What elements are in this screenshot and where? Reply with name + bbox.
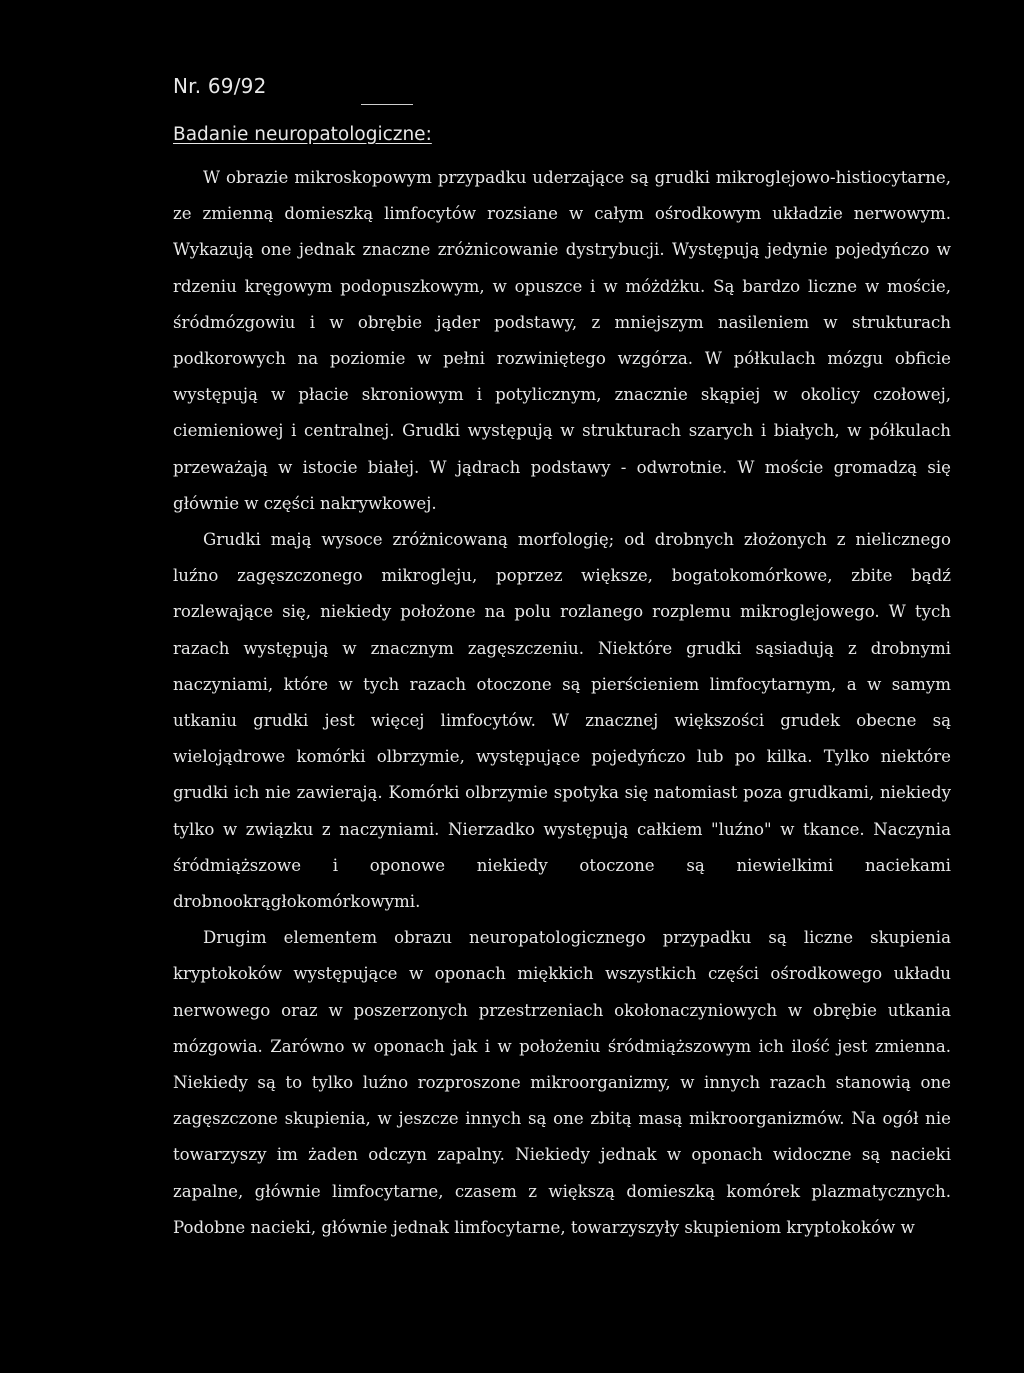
- document-body: [173, 160, 951, 1246]
- header-divider: [361, 104, 413, 105]
- paragraph: Grudki mają wysoce zróżnicowaną morfologię; od drobnych złożonych z nielicznego luźno zagęszczonego mikrogleju, poprzez większe, bogatokomórkowe, zbite bądź rozlewające się, niekiedy położone na polu rozlanego rozplemu mikroglejowego. W tych razach występują w znacznym zagęszczeniu. Niektóre grudki sąsiadują z drobnymi naczyniami, które w tych razach otoczone są pierścieniem limfocytarnym, a w samym utkaniu grudki jest więcej limfocytów. W znacznej większości grudek obecne są wielojądrowe komórki olbrzymie, występujące pojedyńczo lub po kilka. Tylko niektóre grudki ich nie zawierają. Komórki olbrzymie spotyka się natomiast poza grudkami, niekiedy tylko w związku z naczyniami. Nierzadko występują całkiem "luźno" w tkance. Naczynia śródmiąższowe i oponowe niekiedy otoczone są niewielkimi naciekami drobnookrągłokomórkowymi.: [173, 530, 951, 912]
- issue-number: Nr. 69/92: [173, 74, 267, 98]
- section-heading: Badanie neuropatologiczne:: [173, 124, 432, 145]
- paragraph: Drugim elementem obrazu neuropatologicznego przypadku są liczne skupienia kryptokoków występujące w oponach miękkich wszystkich części ośrodkowego układu nerwowego oraz w poszerzonych przestrzeniach okołonaczyniowych w obrębie utkania mózgowia. Zarówno w oponach jak i w położeniu śródmiąższowym ich ilość jest zmienna. Niekiedy są to tylko luźno rozproszone mikroorganizmy, w innych razach stanowią one zagęszczone skupienia, w jeszcze innych są one zbitą masą mikroorganizmów. Na ogół nie towarzyszy im żaden odczyn zapalny. Niekiedy jednak w oponach widoczne są nacieki zapalne, głównie limfocytarne, czasem z większą domieszką komórek plazmatycznych. Podobne nacieki, głównie jednak limfocytarne, towarzyszyły skupieniom kryptokoków w: [173, 928, 951, 1237]
- paragraph: W obrazie mikroskopowym przypadku uderzające są grudki mikroglejowo-histiocytarne, ze zmienną domieszką limfocytów rozsiane w całym ośrodkowym układzie nerwowym. Wykazują one jednak znaczne zróżnicowanie dystrybucji. Występują jedynie pojedyńczo w rdzeniu kręgowym podopuszkowym, w opuszce i w móżdżku. Są bardzo liczne w moście, śródmózgowiu i w obrębie jąder podstawy, z mniejszym nasileniem w strukturach podkorowych na poziomie w pełni rozwiniętego wzgórza. W półkulach mózgu obficie występują w płacie skroniowym i potylicznym, znacznie skąpiej w okolicy czołowej, ciemieniowej i centralnej. Grudki występują w strukturach szarych i białych, w półkulach przeważają w istocie białej. W jądrach podstawy - odwrotnie. W moście gromadzą się głównie w części nakrywkowej.: [173, 168, 951, 513]
